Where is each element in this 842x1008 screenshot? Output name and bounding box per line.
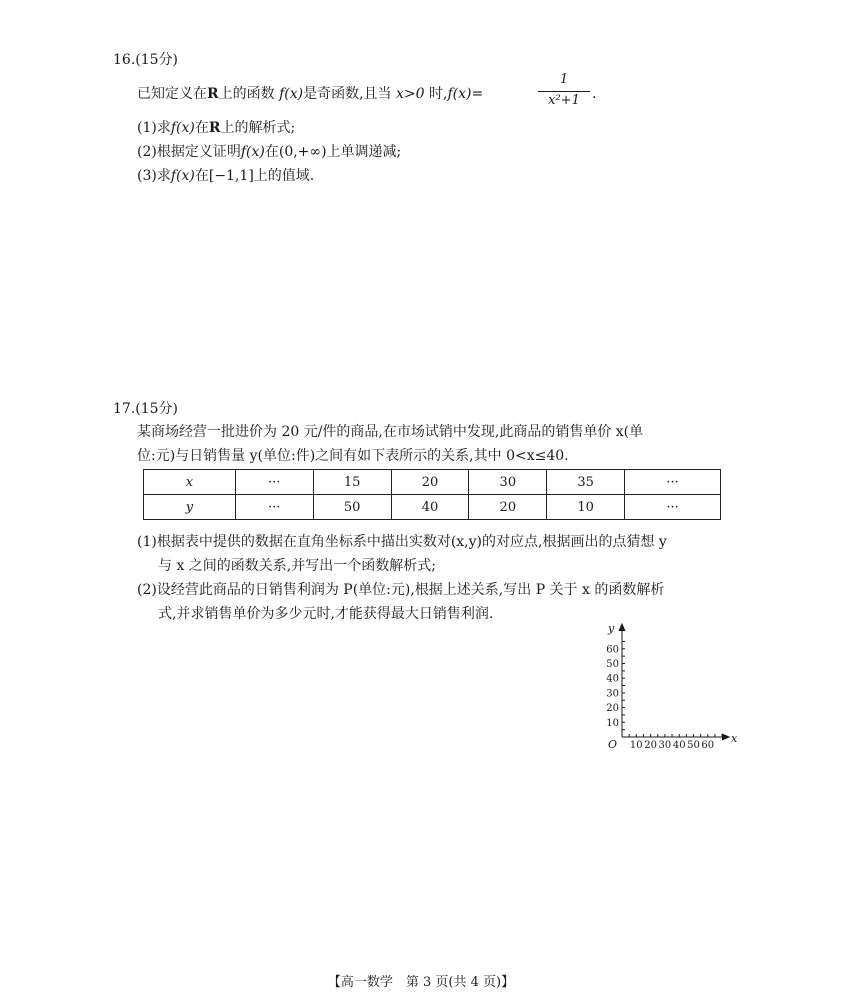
q16-frac-denominator: x²+1 (548, 93, 580, 108)
x-tick-label: 20 (644, 740, 657, 750)
q16-number: 16.(15分) (113, 52, 179, 68)
q16-intro-cond: x>0 (396, 86, 425, 102)
y-tick-label: 60 (606, 644, 619, 656)
q16-part1 (137, 119, 295, 137)
table-cell: 35 (547, 470, 625, 495)
y-tick-label: 40 (606, 673, 619, 685)
q16-intro-fx2: f(x)= (447, 86, 484, 102)
q17-part1-line1: (1)根据表中提供的数据在直角坐标系中描出实数对(x,y)的对应点,根据画出的点猜想 y (137, 534, 667, 550)
table-cell: 20 (391, 470, 469, 495)
x-tick-label: 60 (701, 740, 715, 750)
q16-part2-a: (2)根据定义证明 (137, 144, 241, 160)
table-row-y (144, 495, 721, 520)
y-tick-label: 30 (606, 688, 619, 700)
table-row-x (144, 470, 721, 495)
q16-part1-b: 在 (194, 120, 209, 136)
table-cell: 30 (469, 470, 547, 495)
q16-intro-c: 是奇函数,且当 (303, 86, 392, 102)
q16-part1-a: (1)求 (137, 120, 171, 136)
table-cell: ··· (235, 495, 313, 520)
q17-part2-line1: (2)设经营此商品的日销售利润为 P(单位:元),根据上述关系,写出 P 关于 x 的函数解析 (137, 582, 665, 598)
x-tick-label: 30 (658, 740, 672, 750)
q16-intro-R: R (207, 86, 219, 102)
table-cell: y (144, 495, 236, 520)
x-tick-label: 10 (629, 740, 643, 750)
x-axis-label: x (731, 732, 738, 745)
price-sales-table (143, 469, 721, 520)
y-tick-label: 20 (606, 703, 619, 715)
origin-label: O (608, 738, 618, 750)
q16-part3-fx: f(x) (170, 168, 195, 184)
q17-number: 17.(15分) (113, 401, 179, 417)
y-axis-arrow (619, 624, 625, 631)
q16-intro-b: 上的函数 (218, 86, 275, 102)
q16-part3-b: 在[−1,1]上的值域. (194, 168, 315, 184)
q16-frac-numerator: 1 (559, 72, 569, 87)
table-cell: 20 (469, 495, 547, 520)
table-cell: x (144, 470, 236, 495)
q16-part1-fx: f(x) (170, 120, 195, 136)
x-tick-label: 50 (687, 740, 700, 750)
y-axis-label: y (608, 622, 615, 635)
q16-part1-R: R (208, 120, 221, 136)
q16-frac-end: . (592, 86, 597, 102)
table-cell: 40 (391, 495, 469, 520)
table-cell: ··· (235, 470, 313, 495)
y-tick-label: 50 (606, 659, 619, 670)
q17-part1-line2: 与 x 之间的函数关系,并写出一个函数解析式; (158, 558, 436, 574)
table-cell: 10 (547, 495, 625, 520)
q16-part3 (137, 167, 314, 185)
q16-frac-bar (538, 91, 590, 92)
q16-part1-c: 上的解析式; (220, 120, 296, 136)
x-tick-label: 40 (672, 740, 686, 750)
q16-part2 (137, 143, 401, 161)
q17-part2-line2: 式,并求销售单价为多少元时,才能获得最大日销售利润. (158, 606, 494, 622)
y-tick-label: 10 (606, 717, 619, 729)
coordinate-axes (595, 618, 740, 750)
table-cell: ··· (625, 470, 721, 495)
q17-intro-line1: 某商场经营一批进价为 20 元/件的商品,在市场试销中发现,此商品的销售单价 x(单 (137, 424, 644, 440)
q16-intro-a: 已知定义在 (137, 86, 207, 102)
table-cell: 50 (313, 495, 391, 520)
q17-intro-line2: 位:元)与日销售量 y(单位:件)之间有如下表所示的关系,其中 0<x≤40. (137, 448, 569, 464)
q16-part2-fx: f(x) (240, 144, 265, 160)
q16-part2-b: 在(0,+∞)上单调递减; (264, 144, 402, 160)
x-axis-arrow (722, 734, 729, 740)
q16-part3-a: (3)求 (137, 168, 171, 184)
q16-intro-d: 时, (429, 86, 448, 102)
q16-intro (137, 85, 483, 103)
table-cell: ··· (625, 495, 721, 520)
q16-intro-fx: f(x) (279, 86, 304, 102)
page-footer: 【高一数学 第 3 页(共 4 页)】 (327, 975, 515, 990)
table-cell: 15 (313, 470, 391, 495)
